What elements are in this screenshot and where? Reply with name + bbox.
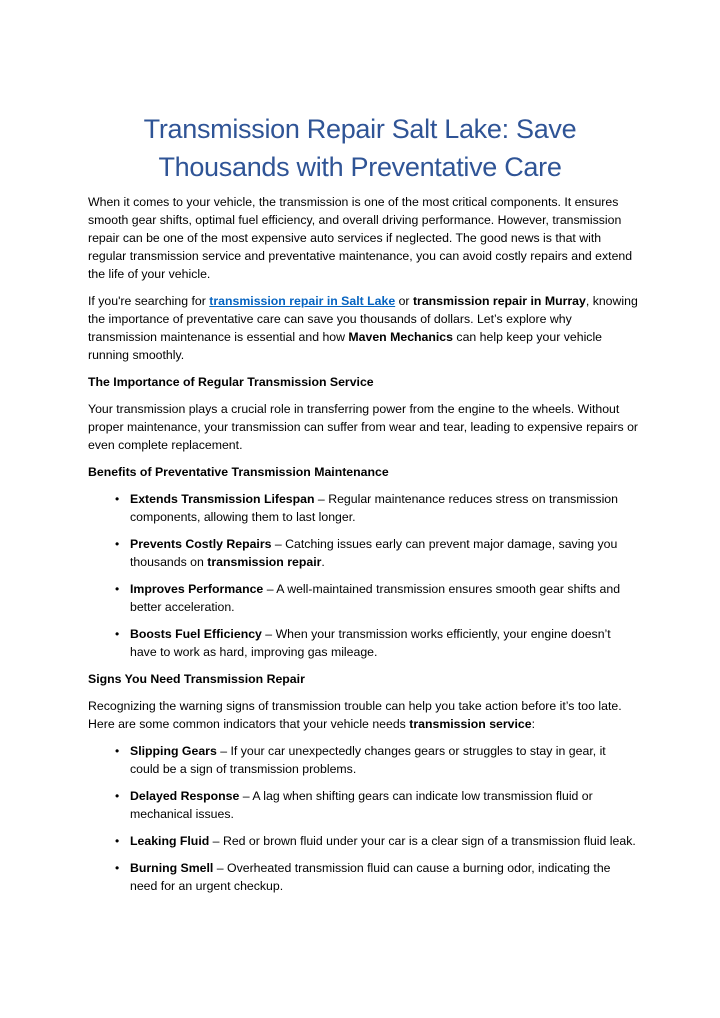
bullet-icon: • xyxy=(115,834,120,848)
signs-paragraph xyxy=(88,697,638,733)
bullet-icon: • xyxy=(115,789,120,803)
item-label: Delayed Response xyxy=(130,789,240,803)
title-line-1: Transmission Repair Salt Lake: Save xyxy=(143,114,577,144)
search-text-2: or xyxy=(395,294,413,308)
signs-text-1: Recognizing the warning signs of transmission trouble can help you take action before it’s too late. Here are some common indicators that your vehicle needs xyxy=(88,699,622,731)
list-item xyxy=(88,490,638,526)
bullet-icon: • xyxy=(115,861,120,875)
list-item xyxy=(88,625,638,661)
article-body xyxy=(88,193,638,904)
item-label: Improves Performance xyxy=(130,582,264,596)
item-label: Extends Transmission Lifespan xyxy=(130,492,315,506)
bullet-icon: • xyxy=(115,582,120,596)
benefits-list xyxy=(88,490,638,661)
item-text: – A lag when shifting gears can indicate low transmission fluid or mechanical issues. xyxy=(130,789,593,821)
bullet-icon: • xyxy=(115,744,120,758)
item-text: – Red or brown fluid under your car is a clear sign of a transmission fluid leak. xyxy=(209,834,636,848)
bullet-icon: • xyxy=(115,627,120,641)
item-text-end: . xyxy=(321,555,325,569)
signs-list xyxy=(88,742,638,895)
search-text-3: , knowing the importance of preventative care can save you thousands of dollars. Let’s explore why transmission maintenance is essential and how xyxy=(88,294,638,344)
item-bold-inline: transmission repair xyxy=(207,555,322,569)
section-heading-importance: The Importance of Regular Transmission Service xyxy=(88,375,374,389)
item-text: – When your transmission works efficiently, your engine doesn’t have to work as hard, improving gas mileage. xyxy=(130,627,611,659)
item-label: Boosts Fuel Efficiency xyxy=(130,627,262,641)
page-title xyxy=(0,110,720,186)
maven-mechanics-bold: Maven Mechanics xyxy=(348,330,453,344)
bullet-icon: • xyxy=(115,537,120,551)
search-text-4: can help keep your vehicle running smoothly. xyxy=(88,330,603,362)
title-line-2: Thousands with Preventative Care xyxy=(158,152,562,182)
transmission-repair-salt-lake-link[interactable]: transmission repair in Salt Lake xyxy=(209,294,396,308)
list-item xyxy=(88,787,638,823)
item-label: Prevents Costly Repairs xyxy=(130,537,272,551)
intro-paragraph: When it comes to your vehicle, the transmission is one of the most critical components. It ensures smooth gear shifts, optimal fuel efficiency, and overall driving performance. However, transmission repair can be one of the most expensive auto services if neglected. The good news is that with regular transmission service and preventative maintenance, you can avoid costly repairs and extend the life of your vehicle. xyxy=(88,195,633,281)
signs-text-2: : xyxy=(531,717,536,731)
list-item xyxy=(88,535,638,571)
section-heading-benefits: Benefits of Preventative Transmission Maintenance xyxy=(88,465,389,479)
list-item xyxy=(88,742,638,778)
item-label: Leaking Fluid xyxy=(130,834,210,848)
transmission-service-bold: transmission service xyxy=(409,717,532,731)
murray-bold: transmission repair in Murray xyxy=(412,294,586,308)
item-text: – A well-maintained transmission ensures smooth gear shifts and better acceleration. xyxy=(130,582,621,614)
section-heading-signs: Signs You Need Transmission Repair xyxy=(88,672,305,686)
bullet-icon: • xyxy=(115,492,120,506)
search-text-1: If you're searching for xyxy=(88,294,210,308)
list-item xyxy=(88,859,638,895)
item-text: – Overheated transmission fluid can cause a burning odor, indicating the need for an urgent checkup. xyxy=(130,861,611,893)
item-text: – If your car unexpectedly changes gears or struggles to stay in gear, it could be a sign of transmission problems. xyxy=(130,744,606,776)
list-item xyxy=(88,832,638,850)
importance-paragraph: Your transmission plays a crucial role in transferring power from the engine to the wheels. Without proper maintenance, your transmission can suffer from wear and tear, leading to expensive repairs or even complete replacement. xyxy=(88,402,639,452)
list-item xyxy=(88,580,638,616)
item-text: – Regular maintenance reduces stress on transmission components, allowing them to last longer. xyxy=(130,492,618,524)
item-label: Burning Smell xyxy=(130,861,214,875)
search-paragraph xyxy=(88,292,638,364)
item-text: – Catching issues early can prevent major damage, saving you thousands on xyxy=(130,537,618,569)
item-label: Slipping Gears xyxy=(130,744,217,758)
